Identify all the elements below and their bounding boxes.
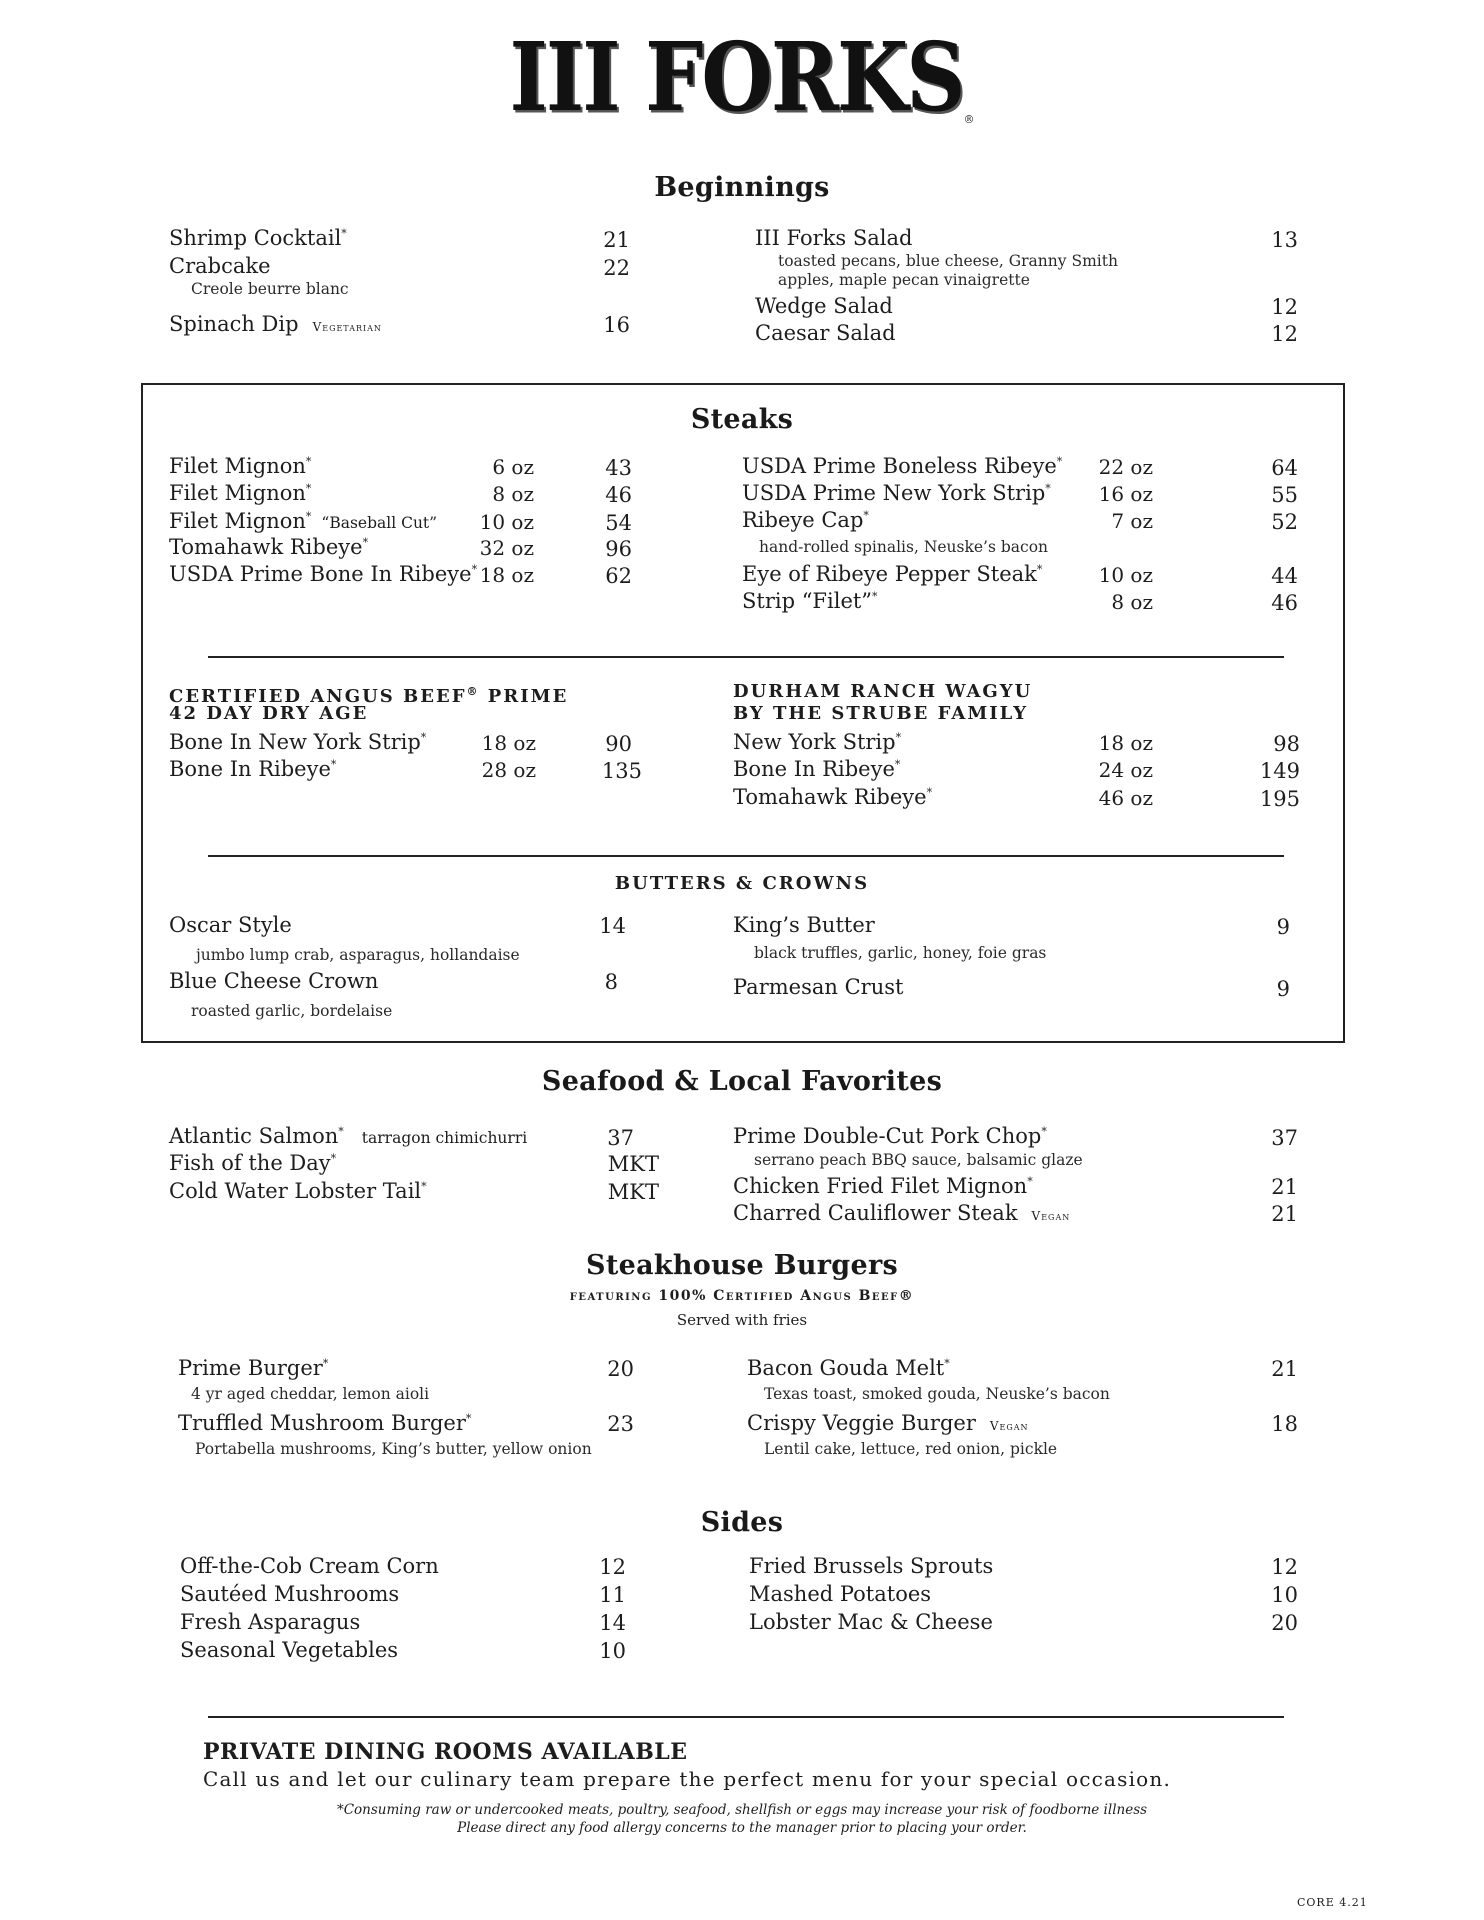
steak-weight: 7 oz (1111, 509, 1153, 533)
dietary-tag: Vegan (1031, 1209, 1071, 1223)
menu-description: Texas toast, smoked gouda, Neuske’s bacon (764, 1385, 1110, 1403)
steak-weight: 32 oz (479, 536, 534, 560)
menu-price: 18 (1271, 1412, 1298, 1436)
steak-weight: 24 oz (1098, 758, 1153, 782)
steak-weight: 22 oz (1098, 455, 1153, 479)
burgers-note: Served with fries (676, 1311, 808, 1329)
menu-price: 64 (1271, 456, 1298, 480)
menu-price: 8 (604, 970, 618, 994)
menu-price: 9 (1276, 915, 1290, 939)
menu-item: Seasonal Vegetables (180, 1638, 399, 1662)
brand-logo (0, 22, 1484, 134)
menu-price: 98 (1273, 732, 1300, 756)
steak-item: USDA Prime Bone In Ribeye* (169, 562, 478, 586)
menu-item: Prime Double-Cut Pork Chop* (733, 1124, 1047, 1148)
menu-item: Cold Water Lobster Tail* (169, 1179, 427, 1203)
menu-price: 10 (599, 1639, 626, 1663)
menu-item: Crabcake (169, 254, 271, 278)
menu-description: Lentil cake, lettuce, red onion, pickle (764, 1440, 1058, 1458)
steak-weight: 16 oz (1098, 482, 1153, 506)
menu-item: Shrimp Cocktail* (169, 226, 347, 250)
cab-heading: CERTIFIED ANGUS BEEF® PRIME (169, 685, 569, 707)
menu-price: 195 (1259, 787, 1300, 811)
wagyu-heading: DURHAM RANCH WAGYU (733, 681, 1033, 702)
menu-price: 13 (1271, 228, 1298, 252)
steak-item: Strip “Filet”* (742, 589, 878, 613)
burgers-subtitle: featuring 100% Certified Angus Beef® (569, 1288, 915, 1304)
menu-price: 44 (1271, 564, 1298, 588)
menu-price: 20 (607, 1357, 634, 1381)
menu-item: Lobster Mac & Cheese (749, 1610, 993, 1634)
steak-weight: 18 oz (479, 563, 534, 587)
menu-price: 11 (599, 1583, 626, 1607)
steak-item: Bone In New York Strip* (169, 730, 427, 754)
steak-item: Eye of Ribeye Pepper Steak* (742, 562, 1043, 586)
menu-item: Spinach Dip Vegetarian (169, 312, 382, 336)
steak-item: USDA Prime Boneless Ribeye* (742, 454, 1063, 478)
menu-price: 21 (1271, 1357, 1298, 1381)
steaks-title: Steaks (690, 404, 794, 435)
steak-weight: 10 oz (479, 510, 534, 534)
steak-item: Bone In Ribeye* (169, 757, 337, 781)
menu-price: 135 (601, 759, 642, 783)
menu-price: 20 (1271, 1611, 1298, 1635)
cab-subheading: 42 DAY DRY AGE (169, 703, 369, 724)
private-dining-text: Call us and let our culinary team prepare the perfect menu for your special occasion. (203, 1767, 1172, 1791)
menu-price: 14 (599, 1611, 626, 1635)
menu-price: 46 (605, 483, 632, 507)
addon-item: Blue Cheese Crown (169, 969, 379, 993)
menu-item: Wedge Salad (755, 294, 893, 318)
menu-description: serrano peach BBQ sauce, balsamic glaze (754, 1151, 1083, 1169)
steak-weight: 8 oz (1111, 590, 1153, 614)
steak-weight: 18 oz (1098, 731, 1153, 755)
menu-price: 21 (603, 228, 630, 252)
menu-price: MKT (607, 1180, 659, 1204)
addon-item: King’s Butter (733, 913, 875, 937)
menu-description: jumbo lump crab, asparagus, hollandaise (196, 946, 520, 964)
logo-wordmark: III FORKS (509, 22, 964, 134)
menu-description: 4 yr aged cheddar, lemon aioli (191, 1385, 430, 1403)
steak-weight: 18 oz (481, 731, 536, 755)
menu-item: Crispy Veggie Burger Vegan (747, 1411, 1029, 1435)
dietary-tag: Vegan (989, 1419, 1029, 1433)
menu-price: 21 (1271, 1202, 1298, 1226)
seafood-title: Seafood & Local Favorites (541, 1066, 943, 1097)
menu-price: 54 (605, 511, 632, 535)
steak-item: Tomahawk Ribeye* (733, 785, 933, 809)
menu-price: MKT (607, 1152, 659, 1176)
menu-item: Prime Burger* (178, 1356, 329, 1380)
menu-item: Truffled Mushroom Burger* (178, 1411, 472, 1435)
menu-item: Sautéed Mushrooms (180, 1582, 400, 1606)
steak-item: Filet Mignon* “Baseball Cut” (169, 509, 438, 533)
steak-item: USDA Prime New York Strip* (742, 481, 1051, 505)
menu-price: 22 (603, 256, 630, 280)
menu-item: Off-the-Cob Cream Corn (180, 1554, 439, 1578)
divider (208, 656, 1284, 658)
menu-price: 14 (599, 914, 626, 938)
menu-price: 62 (605, 564, 632, 588)
steak-cut-note: “Baseball Cut” (321, 514, 438, 532)
menu-item: Charred Cauliflower Steak Vegan (733, 1201, 1071, 1225)
divider (208, 1716, 1284, 1718)
dietary-tag: Vegetarian (312, 320, 382, 334)
wagyu-subheading: BY THE STRUBE FAMILY (733, 703, 1029, 724)
steak-item: Bone In Ribeye* (733, 757, 901, 781)
menu-price: 12 (1271, 322, 1298, 346)
steak-weight: 6 oz (492, 455, 534, 479)
menu-description: hand-rolled spinalis, Neuske’s bacon (759, 538, 1049, 556)
menu-description: black truffles, garlic, honey, foie gras (754, 944, 1047, 962)
steak-item: Filet Mignon* (169, 481, 312, 505)
menu-price: 55 (1271, 483, 1298, 507)
menu-price: 149 (1259, 759, 1300, 783)
menu-price: 23 (607, 1412, 634, 1436)
menu-price: 90 (605, 732, 632, 756)
steak-weight: 8 oz (492, 482, 534, 506)
menu-price: 52 (1271, 510, 1298, 534)
menu-price: 96 (605, 537, 632, 561)
registered-mark: ® (963, 113, 975, 126)
menu-item: III Forks Salad (755, 226, 913, 250)
menu-description: Portabella mushrooms, King’s butter, yellow onion (195, 1440, 592, 1458)
menu-price: 46 (1271, 591, 1298, 615)
menu-item: Fresh Asparagus (180, 1610, 361, 1634)
item-note: tarragon chimichurri (361, 1129, 528, 1147)
steak-item: Ribeye Cap* (742, 508, 869, 532)
steak-weight: 46 oz (1098, 786, 1153, 810)
steak-weight: 10 oz (1098, 563, 1153, 587)
steak-item: Tomahawk Ribeye* (169, 535, 369, 559)
addon-item: Oscar Style (169, 913, 292, 937)
addon-item: Parmesan Crust (733, 975, 904, 999)
menu-price: 37 (1271, 1126, 1298, 1150)
steak-weight: 28 oz (481, 758, 536, 782)
menu-description: apples, maple pecan vinaigrette (778, 271, 1030, 289)
steak-item: Filet Mignon* (169, 454, 312, 478)
menu-price: 43 (605, 456, 632, 480)
menu-price: 12 (1271, 295, 1298, 319)
burgers-title: Steakhouse Burgers (586, 1250, 898, 1281)
menu-item: Fish of the Day* (169, 1151, 337, 1175)
menu-price: 21 (1271, 1175, 1298, 1199)
divider (208, 855, 1284, 857)
steak-item: New York Strip* (733, 730, 902, 754)
menu-price: 12 (1271, 1555, 1298, 1579)
sides-title: Sides (700, 1507, 784, 1538)
menu-item: Bacon Gouda Melt* (747, 1356, 950, 1380)
menu-price: 10 (1271, 1583, 1298, 1607)
menu-item: Caesar Salad (755, 321, 896, 345)
private-dining-heading: PRIVATE DINING ROOMS AVAILABLE (203, 1739, 688, 1765)
menu-item: Fried Brussels Sprouts (749, 1554, 994, 1578)
menu-price: 16 (603, 313, 630, 337)
menu-description: toasted pecans, blue cheese, Granny Smith (778, 252, 1118, 270)
menu-description: Creole beurre blanc (191, 280, 349, 298)
beginnings-title: Beginnings (654, 172, 830, 203)
butters-title: BUTTERS & CROWNS (614, 873, 870, 894)
menu-price: 9 (1276, 977, 1290, 1001)
disclaimer-line-1: *Consuming raw or undercooked meats, poultry, seafood, shellfish or eggs may increase your risk of foodborne illness (336, 1802, 1148, 1818)
menu-price: 37 (607, 1126, 634, 1150)
menu-item: Chicken Fried Filet Mignon* (733, 1174, 1033, 1198)
menu-description: roasted garlic, bordelaise (191, 1002, 393, 1020)
disclaimer-line-2: Please direct any food allergy concerns to the manager prior to placing your order. (457, 1820, 1027, 1836)
menu-item: Mashed Potatoes (749, 1582, 932, 1606)
menu-price: 12 (599, 1555, 626, 1579)
menu-item: Atlantic Salmon* tarragon chimichurri (169, 1124, 528, 1148)
menu-version-code: CORE 4.21 (1297, 1896, 1368, 1909)
